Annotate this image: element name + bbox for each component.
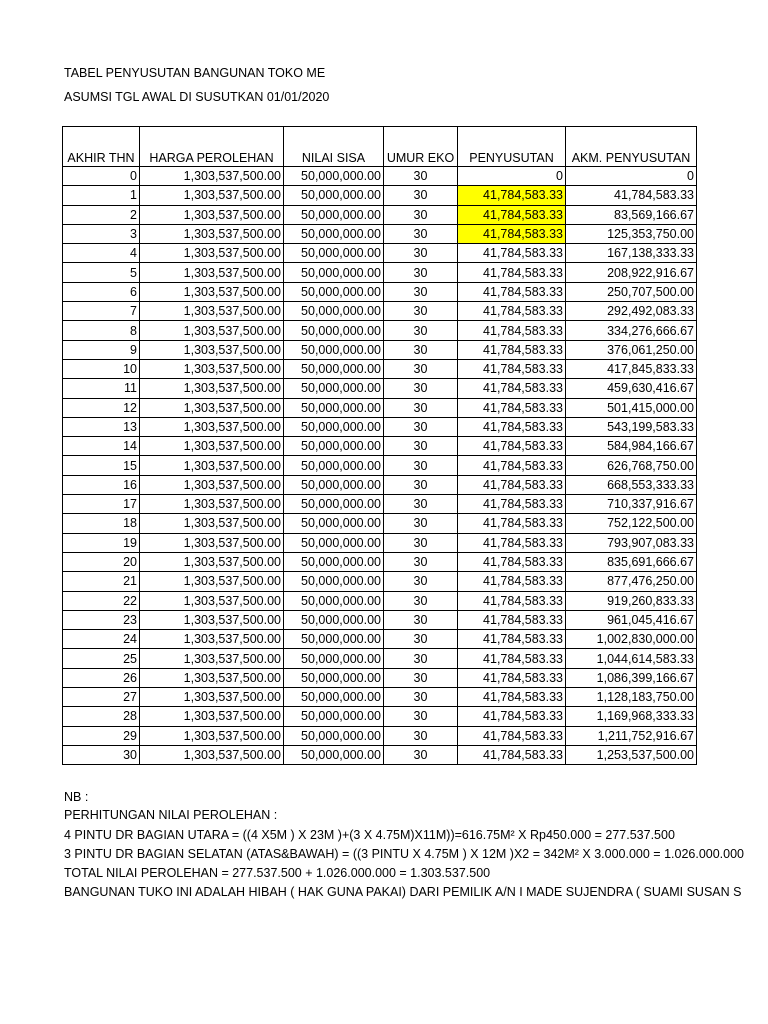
cell-umur-eko[interactable]: 30	[384, 205, 458, 224]
cell-nilai-sisa[interactable]: 50,000,000.00	[284, 745, 384, 764]
cell-umur-eko[interactable]: 30	[384, 282, 458, 301]
cell-umur-eko[interactable]: 30	[384, 437, 458, 456]
table-row	[63, 224, 697, 243]
cell-nilai-sisa[interactable]: 50,000,000.00	[284, 359, 384, 378]
cell-harga-perolehan[interactable]: 1,303,537,500.00	[140, 224, 284, 243]
cell-akm-penyusutan[interactable]: 1,169,968,333.33	[566, 707, 697, 726]
cell-harga-perolehan[interactable]: 1,303,537,500.00	[140, 205, 284, 224]
cell-akm-penyusutan[interactable]: 1,128,183,750.00	[566, 688, 697, 707]
cell-nilai-sisa[interactable]: 50,000,000.00	[284, 514, 384, 533]
cell-akhir-thn[interactable]: 7	[63, 302, 140, 321]
cell-penyusutan[interactable]: 41,784,583.33	[458, 417, 566, 436]
table-row	[63, 745, 697, 764]
cell-penyusutan[interactable]: 41,784,583.33	[458, 224, 566, 243]
table-row	[63, 417, 697, 436]
cell-harga-perolehan[interactable]: 1,303,537,500.00	[140, 244, 284, 263]
cell-penyusutan[interactable]: 41,784,583.33	[458, 398, 566, 417]
cell-harga-perolehan[interactable]: 1,303,537,500.00	[140, 630, 284, 649]
cell-penyusutan[interactable]: 41,784,583.33	[458, 302, 566, 321]
cell-penyusutan[interactable]: 41,784,583.33	[458, 475, 566, 494]
cell-umur-eko[interactable]: 30	[384, 321, 458, 340]
cell-nilai-sisa[interactable]: 50,000,000.00	[284, 263, 384, 282]
cell-umur-eko[interactable]: 30	[384, 167, 458, 186]
cell-akhir-thn[interactable]: 22	[63, 591, 140, 610]
header-umur-eko[interactable]: UMUR EKO	[384, 127, 458, 167]
cell-harga-perolehan[interactable]: 1,303,537,500.00	[140, 514, 284, 533]
cell-akhir-thn[interactable]: 0	[63, 167, 140, 186]
table-row	[63, 649, 697, 668]
cell-harga-perolehan[interactable]: 1,303,537,500.00	[140, 167, 284, 186]
table-row	[63, 610, 697, 629]
cell-akm-penyusutan[interactable]: 752,122,500.00	[566, 514, 697, 533]
sheet-subtitle: ASUMSI TGL AWAL DI SUSUTKAN 01/01/2020	[64, 90, 330, 104]
cell-nilai-sisa[interactable]: 50,000,000.00	[284, 552, 384, 571]
cell-nilai-sisa[interactable]: 50,000,000.00	[284, 340, 384, 359]
cell-penyusutan[interactable]: 0	[458, 167, 566, 186]
cell-umur-eko[interactable]: 30	[384, 359, 458, 378]
cell-harga-perolehan[interactable]: 1,303,537,500.00	[140, 321, 284, 340]
cell-akm-penyusutan[interactable]: 334,276,666.67	[566, 321, 697, 340]
cell-penyusutan[interactable]: 41,784,583.33	[458, 707, 566, 726]
header-akm-penyusutan[interactable]: AKM. PENYUSUTAN	[566, 127, 697, 167]
cell-harga-perolehan[interactable]: 1,303,537,500.00	[140, 186, 284, 205]
table-row	[63, 282, 697, 301]
table-row	[63, 668, 697, 687]
cell-penyusutan[interactable]: 41,784,583.33	[458, 359, 566, 378]
cell-penyusutan[interactable]: 41,784,583.33	[458, 688, 566, 707]
table-row	[63, 514, 697, 533]
cell-harga-perolehan[interactable]: 1,303,537,500.00	[140, 417, 284, 436]
cell-harga-perolehan[interactable]: 1,303,537,500.00	[140, 533, 284, 552]
cell-harga-perolehan[interactable]: 1,303,537,500.00	[140, 591, 284, 610]
cell-akm-penyusutan[interactable]: 835,691,666.67	[566, 552, 697, 571]
cell-akhir-thn[interactable]: 21	[63, 572, 140, 591]
cell-nilai-sisa[interactable]: 50,000,000.00	[284, 321, 384, 340]
cell-nilai-sisa[interactable]: 50,000,000.00	[284, 688, 384, 707]
header-penyusutan[interactable]: PENYUSUTAN	[458, 127, 566, 167]
cell-akhir-thn[interactable]: 5	[63, 263, 140, 282]
cell-akhir-thn[interactable]: 29	[63, 726, 140, 745]
cell-nilai-sisa[interactable]: 50,000,000.00	[284, 437, 384, 456]
cell-umur-eko[interactable]: 30	[384, 552, 458, 571]
cell-akhir-thn[interactable]: 10	[63, 359, 140, 378]
cell-nilai-sisa[interactable]: 50,000,000.00	[284, 495, 384, 514]
table-row	[63, 302, 697, 321]
cell-harga-perolehan[interactable]: 1,303,537,500.00	[140, 572, 284, 591]
cell-penyusutan[interactable]: 41,784,583.33	[458, 572, 566, 591]
cell-akm-penyusutan[interactable]: 1,253,537,500.00	[566, 745, 697, 764]
cell-akm-penyusutan[interactable]: 919,260,833.33	[566, 591, 697, 610]
cell-akm-penyusutan[interactable]: 292,492,083.33	[566, 302, 697, 321]
cell-akhir-thn[interactable]: 14	[63, 437, 140, 456]
cell-nilai-sisa[interactable]: 50,000,000.00	[284, 205, 384, 224]
cell-akm-penyusutan[interactable]: 1,211,752,916.67	[566, 726, 697, 745]
cell-nilai-sisa[interactable]: 50,000,000.00	[284, 533, 384, 552]
cell-umur-eko[interactable]: 30	[384, 668, 458, 687]
cell-akm-penyusutan[interactable]: 543,199,583.33	[566, 417, 697, 436]
cell-akm-penyusutan[interactable]: 584,984,166.67	[566, 437, 697, 456]
cell-akm-penyusutan[interactable]: 125,353,750.00	[566, 224, 697, 243]
cell-nilai-sisa[interactable]: 50,000,000.00	[284, 591, 384, 610]
cell-akm-penyusutan[interactable]: 250,707,500.00	[566, 282, 697, 301]
table-row	[63, 572, 697, 591]
cell-penyusutan[interactable]: 41,784,583.33	[458, 321, 566, 340]
note-north-units: 4 PINTU DR BAGIAN UTARA = ((4 X5M ) X 23M )+(3 X 4.75M)X11M))=616.75M² X Rp450.000 = 277.537.500	[64, 828, 675, 842]
table-row	[63, 186, 697, 205]
cell-penyusutan[interactable]: 41,784,583.33	[458, 340, 566, 359]
cell-akhir-thn[interactable]: 6	[63, 282, 140, 301]
cell-umur-eko[interactable]: 30	[384, 263, 458, 282]
cell-akm-penyusutan[interactable]: 668,553,333.33	[566, 475, 697, 494]
cell-akhir-thn[interactable]: 25	[63, 649, 140, 668]
cell-akhir-thn[interactable]: 16	[63, 475, 140, 494]
cell-akm-penyusutan[interactable]: 167,138,333.33	[566, 244, 697, 263]
cell-nilai-sisa[interactable]: 50,000,000.00	[284, 224, 384, 243]
cell-harga-perolehan[interactable]: 1,303,537,500.00	[140, 340, 284, 359]
cell-umur-eko[interactable]: 30	[384, 379, 458, 398]
cell-harga-perolehan[interactable]: 1,303,537,500.00	[140, 610, 284, 629]
cell-harga-perolehan[interactable]: 1,303,537,500.00	[140, 456, 284, 475]
cell-akm-penyusutan[interactable]: 961,045,416.67	[566, 610, 697, 629]
cell-umur-eko[interactable]: 30	[384, 649, 458, 668]
cell-umur-eko[interactable]: 30	[384, 688, 458, 707]
cell-akm-penyusutan[interactable]: 626,768,750.00	[566, 456, 697, 475]
cell-akm-penyusutan[interactable]: 1,086,399,166.67	[566, 668, 697, 687]
cell-harga-perolehan[interactable]: 1,303,537,500.00	[140, 379, 284, 398]
note-grant: BANGUNAN TUKO INI ADALAH HIBAH ( HAK GUNA PAKAI) DARI PEMILIK A/N I MADE SUJENDRA ( SUAMI SUSAN S	[64, 885, 742, 899]
cell-harga-perolehan[interactable]: 1,303,537,500.00	[140, 726, 284, 745]
cell-akhir-thn[interactable]: 11	[63, 379, 140, 398]
cell-umur-eko[interactable]: 30	[384, 726, 458, 745]
cell-umur-eko[interactable]: 30	[384, 514, 458, 533]
cell-umur-eko[interactable]: 30	[384, 495, 458, 514]
table-row	[63, 321, 697, 340]
cell-umur-eko[interactable]: 30	[384, 456, 458, 475]
cell-harga-perolehan[interactable]: 1,303,537,500.00	[140, 302, 284, 321]
cell-umur-eko[interactable]: 30	[384, 610, 458, 629]
cell-harga-perolehan[interactable]: 1,303,537,500.00	[140, 745, 284, 764]
cell-harga-perolehan[interactable]: 1,303,537,500.00	[140, 475, 284, 494]
cell-akhir-thn[interactable]: 1	[63, 186, 140, 205]
cell-harga-perolehan[interactable]: 1,303,537,500.00	[140, 263, 284, 282]
table-row	[63, 167, 697, 186]
cell-akm-penyusutan[interactable]: 793,907,083.33	[566, 533, 697, 552]
cell-penyusutan[interactable]: 41,784,583.33	[458, 610, 566, 629]
cell-harga-perolehan[interactable]: 1,303,537,500.00	[140, 707, 284, 726]
cell-penyusutan[interactable]: 41,784,583.33	[458, 495, 566, 514]
cell-akhir-thn[interactable]: 2	[63, 205, 140, 224]
cell-penyusutan[interactable]: 41,784,583.33	[458, 649, 566, 668]
cell-akhir-thn[interactable]: 19	[63, 533, 140, 552]
cell-penyusutan[interactable]: 41,784,583.33	[458, 379, 566, 398]
cell-umur-eko[interactable]: 30	[384, 533, 458, 552]
cell-nilai-sisa[interactable]: 50,000,000.00	[284, 475, 384, 494]
table-row	[63, 591, 697, 610]
cell-akhir-thn[interactable]: 8	[63, 321, 140, 340]
cell-akm-penyusutan[interactable]: 1,044,614,583.33	[566, 649, 697, 668]
table-row	[63, 244, 697, 263]
cell-nilai-sisa[interactable]: 50,000,000.00	[284, 456, 384, 475]
cell-nilai-sisa[interactable]: 50,000,000.00	[284, 726, 384, 745]
header-nilai-sisa[interactable]: NILAI SISA	[284, 127, 384, 167]
table-row	[63, 533, 697, 552]
cell-nilai-sisa[interactable]: 50,000,000.00	[284, 572, 384, 591]
cell-akhir-thn[interactable]: 27	[63, 688, 140, 707]
cell-akhir-thn[interactable]: 20	[63, 552, 140, 571]
cell-nilai-sisa[interactable]: 50,000,000.00	[284, 668, 384, 687]
cell-akm-penyusutan[interactable]: 41,784,583.33	[566, 186, 697, 205]
cell-harga-perolehan[interactable]: 1,303,537,500.00	[140, 282, 284, 301]
table-row	[63, 398, 697, 417]
table-row	[63, 205, 697, 224]
cell-harga-perolehan[interactable]: 1,303,537,500.00	[140, 398, 284, 417]
cell-akm-penyusutan[interactable]: 417,845,833.33	[566, 359, 697, 378]
cell-penyusutan[interactable]: 41,784,583.33	[458, 591, 566, 610]
cell-akhir-thn[interactable]: 4	[63, 244, 140, 263]
cell-umur-eko[interactable]: 30	[384, 745, 458, 764]
cell-umur-eko[interactable]: 30	[384, 340, 458, 359]
table-row	[63, 630, 697, 649]
cell-nilai-sisa[interactable]: 50,000,000.00	[284, 610, 384, 629]
cell-umur-eko[interactable]: 30	[384, 475, 458, 494]
cell-akhir-thn[interactable]: 26	[63, 668, 140, 687]
cell-akhir-thn[interactable]: 23	[63, 610, 140, 629]
cell-nilai-sisa[interactable]: 50,000,000.00	[284, 649, 384, 668]
cell-penyusutan[interactable]: 41,784,583.33	[458, 552, 566, 571]
table-row	[63, 475, 697, 494]
cell-akhir-thn[interactable]: 17	[63, 495, 140, 514]
cell-penyusutan[interactable]: 41,784,583.33	[458, 244, 566, 263]
cell-nilai-sisa[interactable]: 50,000,000.00	[284, 417, 384, 436]
table-row	[63, 340, 697, 359]
cell-akhir-thn[interactable]: 28	[63, 707, 140, 726]
table-row	[63, 552, 697, 571]
cell-penyusutan[interactable]: 41,784,583.33	[458, 514, 566, 533]
table-row	[63, 707, 697, 726]
cell-akhir-thn[interactable]: 15	[63, 456, 140, 475]
cell-penyusutan[interactable]: 41,784,583.33	[458, 668, 566, 687]
cell-umur-eko[interactable]: 30	[384, 186, 458, 205]
note-south-units: 3 PINTU DR BAGIAN SELATAN (ATAS&BAWAH) = ((3 PINTU X 4.75M ) X 12M )X2 = 342M² X 3.000.000 = 1.026.000.000	[64, 847, 745, 861]
cell-akhir-thn[interactable]: 30	[63, 745, 140, 764]
cell-umur-eko[interactable]: 30	[384, 398, 458, 417]
cell-penyusutan[interactable]: 41,784,583.33	[458, 630, 566, 649]
cell-akm-penyusutan[interactable]: 376,061,250.00	[566, 340, 697, 359]
cell-akhir-thn[interactable]: 18	[63, 514, 140, 533]
cell-akhir-thn[interactable]: 24	[63, 630, 140, 649]
cell-nilai-sisa[interactable]: 50,000,000.00	[284, 302, 384, 321]
table-header-row	[63, 127, 697, 167]
cell-umur-eko[interactable]: 30	[384, 591, 458, 610]
cell-akhir-thn[interactable]: 12	[63, 398, 140, 417]
cell-umur-eko[interactable]: 30	[384, 707, 458, 726]
header-akhir-thn[interactable]: AKHIR THN	[63, 127, 140, 167]
cell-akm-penyusutan[interactable]: 1,002,830,000.00	[566, 630, 697, 649]
table-row	[63, 726, 697, 745]
cell-umur-eko[interactable]: 30	[384, 417, 458, 436]
table-row	[63, 359, 697, 378]
cell-akhir-thn[interactable]: 9	[63, 340, 140, 359]
note-total: TOTAL NILAI PEROLEHAN = 277.537.500 + 1.026.000.000 = 1.303.537.500	[64, 866, 491, 880]
cell-akm-penyusutan[interactable]: 710,337,916.67	[566, 495, 697, 514]
cell-umur-eko[interactable]: 30	[384, 302, 458, 321]
cell-umur-eko[interactable]: 30	[384, 572, 458, 591]
cell-nilai-sisa[interactable]: 50,000,000.00	[284, 186, 384, 205]
note-calc-heading: PERHITUNGAN NILAI PEROLEHAN :	[64, 808, 278, 822]
table-row	[63, 456, 697, 475]
cell-nilai-sisa[interactable]: 50,000,000.00	[284, 707, 384, 726]
cell-akm-penyusutan[interactable]: 0	[566, 167, 697, 186]
cell-penyusutan[interactable]: 41,784,583.33	[458, 533, 566, 552]
table-row	[63, 688, 697, 707]
cell-akm-penyusutan[interactable]: 877,476,250.00	[566, 572, 697, 591]
table-row	[63, 495, 697, 514]
cell-nilai-sisa[interactable]: 50,000,000.00	[284, 167, 384, 186]
cell-penyusutan[interactable]: 41,784,583.33	[458, 263, 566, 282]
cell-penyusutan[interactable]: 41,784,583.33	[458, 456, 566, 475]
cell-harga-perolehan[interactable]: 1,303,537,500.00	[140, 649, 284, 668]
cell-umur-eko[interactable]: 30	[384, 244, 458, 263]
cell-nilai-sisa[interactable]: 50,000,000.00	[284, 398, 384, 417]
cell-penyusutan[interactable]: 41,784,583.33	[458, 205, 566, 224]
cell-nilai-sisa[interactable]: 50,000,000.00	[284, 282, 384, 301]
cell-akhir-thn[interactable]: 13	[63, 417, 140, 436]
cell-penyusutan[interactable]: 41,784,583.33	[458, 726, 566, 745]
cell-penyusutan[interactable]: 41,784,583.33	[458, 186, 566, 205]
cell-harga-perolehan[interactable]: 1,303,537,500.00	[140, 552, 284, 571]
cell-akm-penyusutan[interactable]: 208,922,916.67	[566, 263, 697, 282]
cell-akm-penyusutan[interactable]: 83,569,166.67	[566, 205, 697, 224]
cell-penyusutan[interactable]: 41,784,583.33	[458, 437, 566, 456]
cell-harga-perolehan[interactable]: 1,303,537,500.00	[140, 437, 284, 456]
cell-nilai-sisa[interactable]: 50,000,000.00	[284, 244, 384, 263]
cell-umur-eko[interactable]: 30	[384, 224, 458, 243]
sheet-title: TABEL PENYUSUTAN BANGUNAN TOKO ME	[64, 66, 326, 80]
cell-harga-perolehan[interactable]: 1,303,537,500.00	[140, 668, 284, 687]
cell-penyusutan[interactable]: 41,784,583.33	[458, 282, 566, 301]
header-harga-perolehan[interactable]: HARGA PEROLEHAN	[140, 127, 284, 167]
table-row	[63, 379, 697, 398]
cell-akm-penyusutan[interactable]: 459,630,416.67	[566, 379, 697, 398]
cell-harga-perolehan[interactable]: 1,303,537,500.00	[140, 359, 284, 378]
cell-akm-penyusutan[interactable]: 501,415,000.00	[566, 398, 697, 417]
table-row	[63, 437, 697, 456]
cell-nilai-sisa[interactable]: 50,000,000.00	[284, 630, 384, 649]
cell-harga-perolehan[interactable]: 1,303,537,500.00	[140, 688, 284, 707]
cell-harga-perolehan[interactable]: 1,303,537,500.00	[140, 495, 284, 514]
cell-nilai-sisa[interactable]: 50,000,000.00	[284, 379, 384, 398]
cell-akhir-thn[interactable]: 3	[63, 224, 140, 243]
note-label: NB :	[64, 790, 89, 804]
cell-umur-eko[interactable]: 30	[384, 630, 458, 649]
cell-penyusutan[interactable]: 41,784,583.33	[458, 745, 566, 764]
depreciation-table	[62, 126, 697, 765]
table-row	[63, 263, 697, 282]
